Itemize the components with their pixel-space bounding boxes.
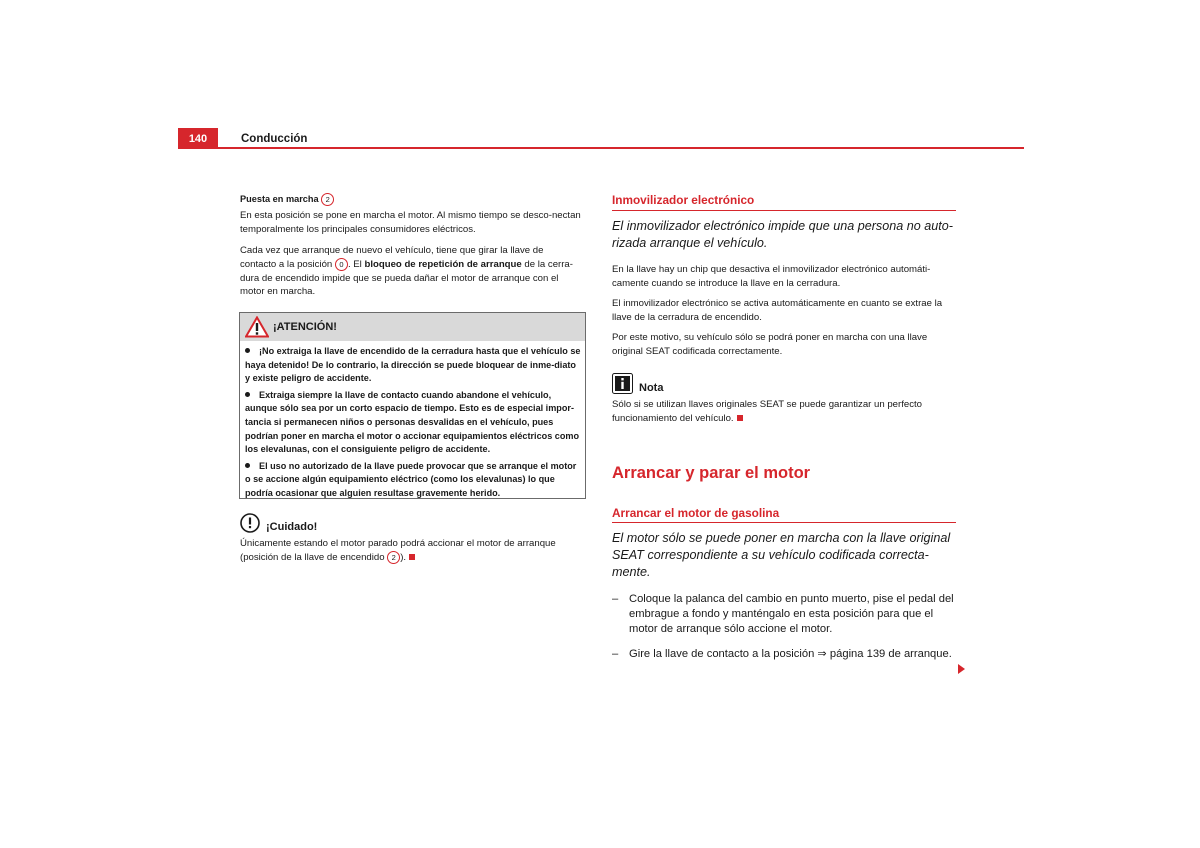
immobilizer-paragraph: Por este motivo, su vehículo sólo se podrá poner en marcha con una llave original SEAT codificada correctamente. xyxy=(612,332,928,357)
position-circle: 0 xyxy=(335,258,348,271)
restart-text-b: . El xyxy=(347,258,362,270)
main-heading: Arrancar y parar el motor xyxy=(612,464,811,482)
header-rule xyxy=(178,147,1024,149)
section-rule xyxy=(612,210,956,211)
puesta-text: En esta posición se pone en marcha el motor. Al mismo tiempo se desco-nectan temporalmente los principales consumidores eléctricos. xyxy=(240,210,581,235)
attention-item-text: El uso no autorizado de la llave puede provocar que se arranque el motor o se accione algún equipamiento eléctrico (como los elevalunas) lo que podría ocasionar que alguien resultase gravemente herido. xyxy=(245,460,577,498)
caution-text xyxy=(240,537,582,565)
step-dash: – xyxy=(612,648,619,660)
caution-icon xyxy=(240,513,260,533)
warning-triangle-icon xyxy=(245,316,269,338)
immobilizer-lead: El inmovilizador electrónico impide que una persona no auto-rizada arranque el vehículo. xyxy=(612,219,953,250)
bullet-icon xyxy=(245,348,250,353)
attention-item-text: ¡No extraiga la llave de encendido de la cerradura hasta que el vehículo se haya detenido! De lo contrario, la dirección se puede bloquear de inme-diato y existe peligro de accidente. xyxy=(245,346,581,384)
restart-paragraph xyxy=(240,244,582,299)
step-item xyxy=(612,592,957,638)
end-mark-icon xyxy=(409,554,415,560)
chapter-title: Conducción xyxy=(241,133,308,145)
attention-box xyxy=(239,312,586,499)
position-circle: 2 xyxy=(321,193,334,206)
attention-item xyxy=(245,345,581,386)
continue-arrow-icon xyxy=(958,664,965,674)
immobilizer-heading: Inmovilizador electrónico xyxy=(612,193,755,207)
caution-title: ¡Cuidado! xyxy=(266,521,318,533)
caution-text-b: ). xyxy=(400,551,407,563)
step-item xyxy=(612,647,957,662)
bullet-icon xyxy=(245,463,250,468)
attention-list xyxy=(245,345,581,504)
puesta-heading xyxy=(240,193,334,207)
attention-item xyxy=(245,389,581,457)
note-title: Nota xyxy=(639,382,664,394)
immobilizer-paragraph: El inmovilizador electrónico se activa automáticamente en cuanto se extrae la llave de la cerradura de encendido. xyxy=(612,298,943,323)
note-text xyxy=(612,398,954,426)
puesta-heading-text: Puesta en marcha xyxy=(240,194,319,204)
attention-title: ¡ATENCIÓN! xyxy=(273,321,337,333)
attention-item xyxy=(245,460,581,501)
step-text: Gire la llave de contacto a la posición ⇒ página 139 de arranque. xyxy=(629,648,952,660)
restart-text-c: de la cerra-dura de encendido impide que se pueda dañar el motor de arranque con el motor en marcha. xyxy=(240,258,573,298)
immobilizer-paragraph: En la llave hay un chip que desactiva el inmovilizador electrónico automáti-camente cuando se introduce la llave en la cerradura. xyxy=(612,264,931,289)
restart-text-a: Cada vez que arranque de nuevo el vehículo, tiene que girar la llave de contacto a la posición xyxy=(240,245,544,270)
info-icon xyxy=(612,373,633,394)
attention-item-text: Extraiga siempre la llave de contacto cuando abandone el vehículo, aunque sólo sea por un corto espacio de tiempo. Esto es de especial impor-tancia si permanecen niños o personas desvalidas en el vehículo, pues podrían poner en marcha el motor o accionar equipamientos eléctricos como los elevalunas, con el consiguiente peligro de accidente. xyxy=(245,389,580,455)
step-text: Coloque la palanca del cambio en punto muerto, pise el pedal del embrague a fondo y manténgalo en esta posición para que el motor de arranque sólo accione el motor. xyxy=(629,593,954,636)
section-rule xyxy=(612,522,956,523)
restart-bold: bloqueo de repetición de arranque xyxy=(364,258,522,270)
position-circle: 2 xyxy=(387,551,400,564)
step-dash: – xyxy=(612,593,619,605)
petrol-lead: El motor sólo se puede poner en marcha con la llave original SEAT correspondiente a su vehículo codificada correcta-mente. xyxy=(612,531,951,579)
attention-header xyxy=(240,313,585,341)
petrol-heading: Arrancar el motor de gasolina xyxy=(612,506,780,520)
end-mark-icon xyxy=(737,415,743,421)
page-number: 140 xyxy=(178,128,218,148)
bullet-icon xyxy=(245,392,250,397)
note-text-content: Sólo si se utilizan llaves originales SEAT se puede garantizar un perfecto funcionamiento del vehículo. xyxy=(612,399,923,424)
caution-text-a: Únicamente estando el motor parado podrá accionar el motor de arranque (posición de la llave de encendido xyxy=(240,538,556,563)
